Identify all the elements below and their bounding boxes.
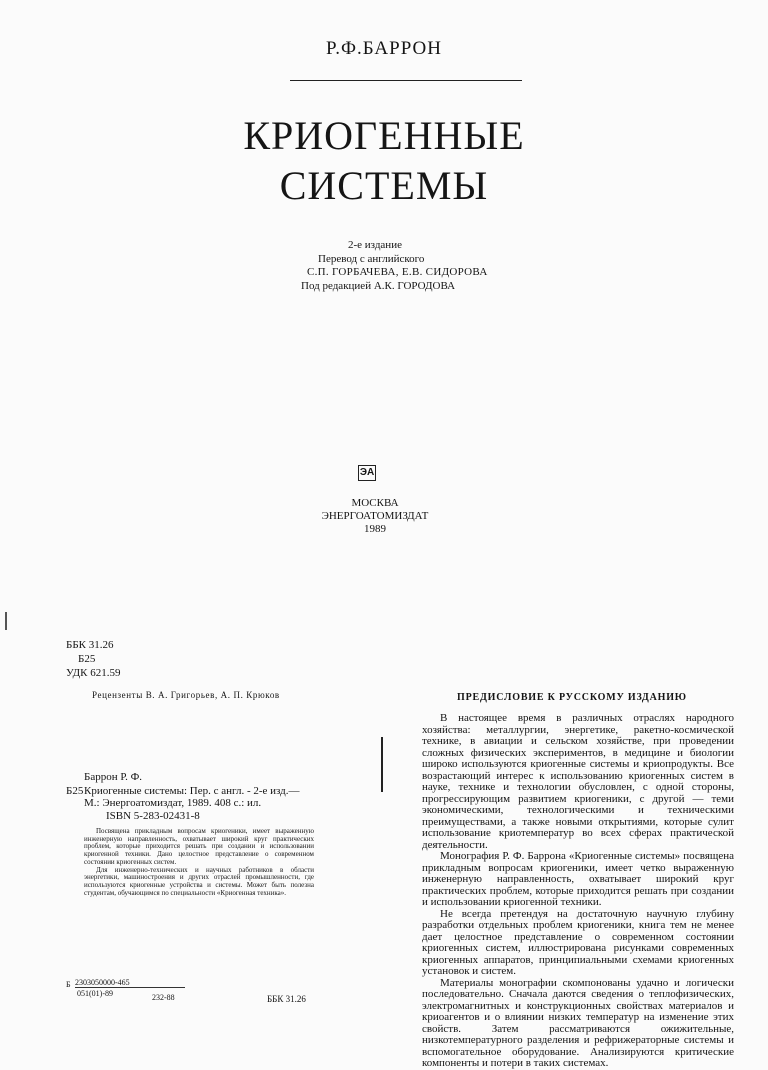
scan-mark xyxy=(5,612,7,630)
card-code: Б25 xyxy=(66,785,84,797)
preface-paragraph: Не всегда претендуя на достаточную научную глубину разработки отдельных проблем криогеники, книга тем не менее дает целостное представление о современном состоянии криогенных систем, иллюстрирована рисунками современных криогенных аппаратов, принципиальными схемами криогенных установок и систем. xyxy=(422,907,734,977)
card-code-number: 232-88 xyxy=(152,993,175,1002)
book-title-line2: СИСТЕМЫ xyxy=(279,163,489,208)
edition-note: 2-е издание xyxy=(348,239,402,251)
publication-year: 1989 xyxy=(364,523,386,535)
title-divider xyxy=(290,80,522,81)
card-fraction-line xyxy=(75,987,185,988)
preface-paragraph: Монография Р. Ф. Баррона «Криогенные системы» посвящена прикладным вопросам криогеники, имеет четко выраженную инженерную направленность, охватывает широкий круг практических проблем, которые приходится решать при создании и использовании криогенной техники. xyxy=(422,850,734,908)
card-description: Криогенные системы: Пер. с англ. - 2-е изд.— М.: Энергоатомиздат, 1989. 408 с.: ил. xyxy=(84,785,300,809)
card-isbn: ISBN 5-283-02431-8 xyxy=(106,810,200,822)
preface-body xyxy=(422,713,734,1070)
translators: С.П. ГОРБАЧЕВА, Е.В. СИДОРОВА xyxy=(307,266,488,278)
translation-note: Перевод с английского xyxy=(318,253,425,265)
publisher-logo-icon: ЭА xyxy=(358,465,376,481)
card-annotation xyxy=(84,828,314,897)
publisher-city: МОСКВА xyxy=(351,497,399,509)
annotation-paragraph: Для инженерно-технических и научных работников в области энергетики, машиностроения и других отраслей промышленности, где используются криогенные устройства и системы. Может быть полезна студентам, обучающимся по специальности «Криогенная техника». xyxy=(84,865,314,897)
card-author: Баррон Р. Ф. xyxy=(84,771,143,783)
card-code-prefix: Б xyxy=(66,980,71,989)
bbk-code: ББК 31.26 xyxy=(66,639,114,651)
udk-code: УДК 621.59 xyxy=(66,667,121,679)
publisher-name: ЭНЕРГОАТОМИЗДАТ xyxy=(321,510,429,522)
author-name: Р.Ф.БАРРОН xyxy=(326,38,442,59)
card-code-range: 2303050000-465 xyxy=(75,978,130,987)
card-code-bottom: 051(01)-89 xyxy=(77,989,113,998)
preface-paragraph: Материалы монографии скомпонованы удачно и логически последовательно. Сначала даются сведения о теплофизических, электромагнитных и конструкционных свойствах материалов и криоагентов и о влиянии низких температур на изменение этих свойств. Затем рассматриваются ожижительные, низкотемпературного разделения и рефрижераторные системы и вспомогательное оборудование. Анализируются критические компоненты и потери в таких системах. xyxy=(422,976,734,1069)
scan-mark xyxy=(381,737,383,792)
reviewers: Рецензенты В. А. Григорьев, А. П. Крюков xyxy=(92,690,280,700)
b25-code: Б25 xyxy=(78,653,96,665)
preface-paragraph: В настоящее время в различных отраслях народного хозяйства: металлургии, энергетике, ракетно-космической технике, в авиации и сельском хозяйстве, при проведении сложных физических экспериментов, в медицине и биологии широко используются криогенные системы и криопродукты. Все возрастающий интерес к использованию криогенных систем в науке, технике и технологии обусловлен, с одной стороны, прогрессирующим развитием криогеники, с другой — теми экономическими, технологическими и техническими преимуществами, а также новыми открытиями, которые сулит использование криотемператур во всех сферах практической деятельности. xyxy=(422,712,734,851)
preface-title: ПРЕДИСЛОВИЕ К РУССКОМУ ИЗДАНИЮ xyxy=(457,692,687,703)
editor-note: Под редакцией А.К. ГОРОДОВА xyxy=(301,280,456,292)
annotation-paragraph: Посвящена прикладным вопросам криогеники, имеет выраженную инженерную направленность, охватывает широкий круг практических проблем, которые приходится решать при создании и использовании криогенной техники. Дано целостное представление о современном состоянии криогенных систем. xyxy=(84,827,314,866)
book-title-line1: КРИОГЕННЫЕ xyxy=(243,113,525,158)
card-bbk-bottom: ББК 31.26 xyxy=(267,994,306,1004)
